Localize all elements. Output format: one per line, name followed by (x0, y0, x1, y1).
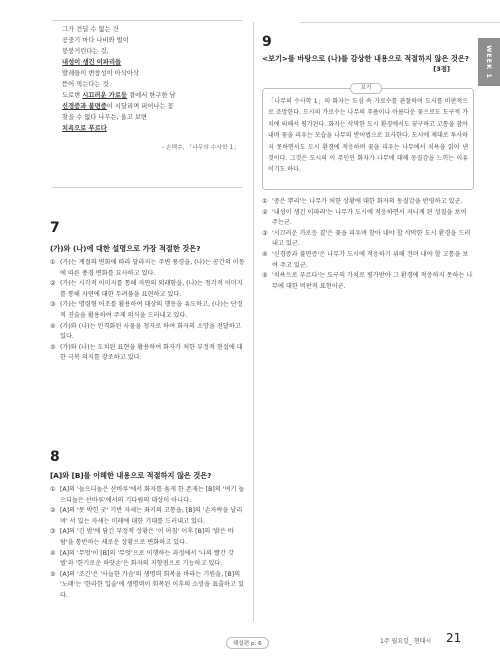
answer-choice[interactable]: ⑤ (가)와 (나)는 도치된 표현을 활용하여 화자가 처한 부정적 현실에 대한 극복 의지를 강조하고 있다. (50, 343, 243, 362)
question-9-points: [3점] (433, 65, 450, 73)
answer-choice[interactable]: ③ [A]의 '긴 밤'에 담긴 부정적 상황은 '이 아침' 이후 [B]의 '밝은 바람'을 통반하는 새로운 상황으로 변화하고 있다. (50, 528, 234, 546)
question-7-title: (가)와 (나)에 대한 설명으로 가장 적절한 것은? (50, 244, 201, 253)
week-side-tab-label: WEEK 1 (485, 45, 493, 79)
poem-line: 발레들이 변창성이 아삭아삭 (62, 70, 139, 77)
poem-line: 찾을 수 없다 나무는, 울고 보면 (62, 114, 148, 121)
poem-bottom-rule (52, 187, 242, 188)
answer-choice[interactable]: ⑤ [A]의 '조긴'은 '사늘한 가슴'의 생명력 회복을 바라는 기원을, [B]의 '노래'는 '한라한 입술'에 생명력이 회복된 이후의 소망을 표출하고 있다. (50, 570, 244, 599)
answer-choice[interactable]: ⑤ '치욕으로 푸르다'는 도구의 가치로 평가받아 그 환경에 적응하지 못하는 나무에 대한 비판적 표현이군. (262, 272, 473, 290)
poem-line: 뜯어 먹는다는 것 (62, 81, 109, 88)
bogi-label: 보기 (350, 83, 382, 94)
question-7-number: 7 (50, 220, 60, 236)
bogi-text: 「나무의 수사학 1」의 화자는 도심 속 가로수를 관찰하며 도시를 비판적으로 조망한다. 도시의 가로수는 나무의 푸름이나 아름다운 꽃으로도 도구적 가치에 의해서 평가된다. 화자는 삭막한 도시 환경에서도 꿈구하고 고통을 참아 내며 꽃을 피우는 모습을 나무의 반어법으로 묘사한다. 도시에 제대로 투사하지 못하면서도 도시 환경에 적응하며 꽃을 피우는 나무에서 치욕을 읽어 낸 것이다. 그것은 도시의 이 주인인 화자가 나무에 대해 동질감을 느끼는 이유이기도 하다. (268, 98, 468, 174)
answer-choice[interactable]: ② '내성이 생긴 이파리'는 나무가 도시에 적응하면서 지니게 된 성질을 보여 주는군. (262, 208, 467, 227)
page-number: 21 (446, 631, 462, 645)
answer-choice[interactable]: ④ '신경증과 불면증'은 나무가 도시에 적응하기 위해 견뎌 내야 할 고통을 보여 주고 있군. (262, 250, 469, 269)
column-divider (253, 22, 254, 622)
poem-line: 내성이 생긴 이파리들 (62, 59, 122, 66)
question-7-choices (50, 258, 246, 364)
answer-choice[interactable]: ② [A]의 '못 박힌 굿' 기반 자세는 좌키의 고통을, [B]의 '손자락을 날리며' 서 있는 자세는 미래에 대한 기대를 드러내고 있다. (50, 507, 243, 525)
poem-source: - 손택수, 「나무의 수사학 1」 (162, 145, 239, 151)
poem-line: 도로변 시끄러운 가로등 곁에서 한구한 남 (62, 92, 176, 99)
poem-line: 신경증과 불면증이 시달리며 피어나는 꽃 (62, 103, 174, 110)
poem-top-rule (52, 20, 242, 21)
answer-choice[interactable]: ① (가)는 계절의 변화에 따라 달라지는 주변 풍경을, (나)는 공간의 이동에 따른 풍경 변화를 묘사하고 있다. (50, 259, 245, 277)
header-rule (300, 22, 500, 23)
answer-choice[interactable]: ① [A]의 '놀으디놀은 산바루'에서 화자를 움게 한 존재는 [B]의 '여기 놀으디놀은 산바루'에서의 기다림의 대상이 아니다. (50, 486, 245, 504)
question-9-number: 9 (262, 34, 272, 50)
footer-section-label: 1주 월요일_ 현대시 (380, 638, 432, 645)
poem-excerpt (62, 24, 247, 154)
question-8-title: [A]와 [B]를 이해한 내용으로 적절하지 않은 것은? (50, 471, 212, 480)
answer-choice[interactable]: ② (가)는 시각적 이미지를 통해 자연의 외래함을, (나)는 청각적 이미지를 통해 자연에 대한 두려움을 표현하고 있다. (50, 280, 243, 298)
poem-line: 그가 견딜 수 없는 건 (62, 26, 119, 33)
poem-line: 붕붕거린다는 것, (62, 48, 109, 55)
answer-choice[interactable]: ③ (가)는 명령형 어조를 활용하여 대상의 행동을 유도하고, (나)는 단정적 진술을 활용하여 주제 의식을 드러내고 있다. (50, 301, 243, 319)
week-side-tab (478, 38, 500, 86)
question-8-choices (50, 485, 246, 602)
poem-line: 공중기 마다 나비와 벌이 (62, 37, 129, 44)
answer-choice[interactable]: ③ '시끄러운 가로등 곁'은 꽃을 피우며 참아 내야 할 삭막한 도시 환경을 드러내고 있군. (262, 229, 471, 248)
answer-choice[interactable]: ④ (가)와 (나)는 인격화된 사물을 청자로 하여 화자의 소망을 전달하고 있다. (50, 322, 241, 341)
poem-line: 치욕으로 푸르다 (62, 125, 107, 132)
question-9-title: <보기>를 바탕으로 (나)를 감상한 내용으로 적절하지 않은 것은? (262, 54, 469, 63)
answer-choice[interactable]: ④ [A]의 '무엇'이 [B]의 '무엇'으로 이행하는 과정에서 '나의 빨간 갓벌'과 '한기로운 하얏손'은 화자의 지향점으로 기능하고 있다. (50, 549, 234, 568)
answer-choice[interactable]: ① '중은 뿌리'는 나무가 처한 상황에 대한 화자의 동질감을 반영하고 있군. (262, 198, 463, 205)
question-8-number: 8 (50, 449, 60, 465)
footer-answer-reference: 해설편 p. 6 (226, 637, 269, 649)
question-9-choices (262, 197, 474, 292)
